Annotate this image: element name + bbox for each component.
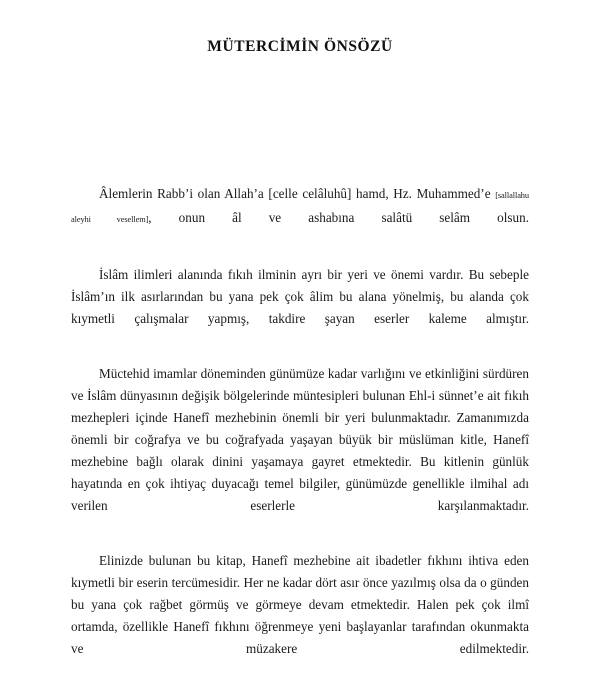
- honorific-sallallahu-aleyhi-vesellem: [sallallahu aleyhi vesellem]: [71, 191, 529, 224]
- paragraph-1-tail: , onun âl ve ashabına salâtü selâm olsun.: [148, 210, 529, 225]
- body-text-block: [71, 183, 529, 682]
- paragraph-3: Müctehid imamlar döneminden günümüze kadar varlığını ve etkinliğini sürdüren ve İslâm dünyasının değişik bölgelerinde müntesipleri bulunan Ehl-i sünnet’e ait fıkıh mezhepleri içinde Hanefî mezhebinin önemli bir yeri bulunmaktadır. Zamanımızda önemli bir coğrafya ve bu coğrafyada yaşayan büyük bir müslüman kitle, Hanefî mezhebine bağlı olarak dinini yaşamaya gayret etmektedir. Bu kitlenin günlük hayatında en çok ihtiyaç duyacağı temel bilgiler, günümüzde genellikle ilmihal adı verilen eserlerle karşılanmaktadır.: [71, 366, 529, 513]
- paragraph-2: İslâm ilimleri alanında fıkıh ilminin ayrı bir yeri ve önemi vardır. Bu sebeple İslâm’ın ilk asırlarından bu yana pek çok âlim bu alana yönelmiş, bu alanda çok kıymetli çalışmalar yapmış, takdire şayan eserler kaleme almıştır.: [71, 267, 529, 326]
- paragraph-1-lead: Âlemlerin Rabb’i olan Allah’a [celle celâluhû] hamd, Hz. Muhammed’e: [99, 186, 496, 201]
- paragraph-4: Elinizde bulunan bu kitap, Hanefî mezhebine ait ibadetler fıkhını ihtiva eden kıymetli bir eserin tercümesidir. Her ne kadar dört asır önce yazılmış olsa da o günden bu yana çok rağbet görmüş ve görmeye devam etmektedir. Halen pek çok ilmî ortamda, özellikle Hanefî fıkhını öğrenmeye yeni başlayanlar tarafından okunmakta ve müzakere edilmektedir.: [71, 553, 529, 656]
- page-title: MÜTERCİMİN ÖNSÖZÜ: [207, 38, 393, 56]
- paragraph-1: [71, 183, 529, 253]
